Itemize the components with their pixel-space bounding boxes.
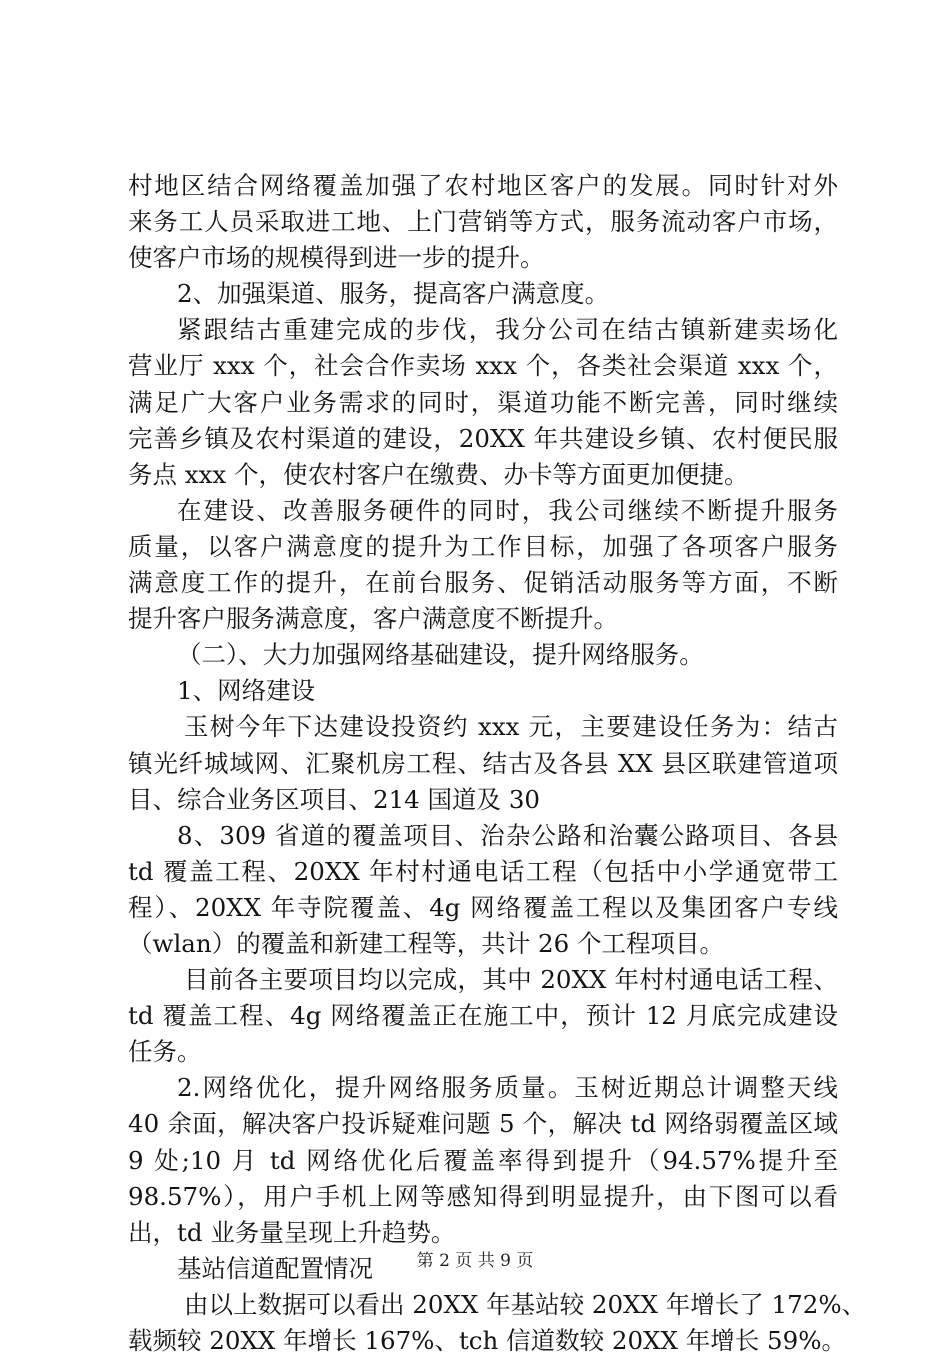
- text-line: 40 余面，解决客户投诉疑难问题 5 个，解决 td 网络弱覆盖区域: [128, 1109, 838, 1139]
- text-line: 满足广大客户业务需求的同时，渠道功能不断完善，同时继续: [128, 387, 838, 417]
- text-line: 使客户市场的规模得到进一步的提升。: [128, 243, 545, 273]
- text-line: （二）、大力加强网络基础建设，提升网络服务。: [177, 640, 704, 670]
- text-line: 提升客户服务满意度，客户满意度不断提升。: [128, 604, 618, 634]
- document-body: [128, 168, 867, 1359]
- text-line: 2.网络优化，提升网络服务质量。玉树近期总计调整天线: [177, 1073, 838, 1103]
- text-line: 1、网络建设: [177, 676, 316, 706]
- text-line: 务点 xxx 个，使农村客户在缴费、办卡等方面更加便捷。: [128, 459, 749, 489]
- text-line: 来务工人员采取进工地、上门营销等方式，服务流动客户市场，: [128, 207, 838, 237]
- text-line: 完善乡镇及农村渠道的建设，20XX 年共建设乡镇、农村便民服: [128, 423, 838, 453]
- text-line: 载频较 20XX 年增长 167%、tch 信道数较 20XX 年增长 59%。: [128, 1326, 846, 1355]
- text-line: 程）、20XX 年寺院覆盖、4g 网络覆盖工程以及集团客户专线: [128, 892, 838, 922]
- text-line: 营业厅 xxx 个，社会合作卖场 xxx 个，各类社会渠道 xxx 个，: [128, 351, 838, 381]
- text-line: 目、综合业务区项目、214 国道及 30: [128, 784, 541, 814]
- text-line: 8、309 省道的覆盖项目、治杂公路和治囊公路项目、各县: [177, 820, 838, 850]
- text-line: 基站信道配置情况: [177, 1253, 373, 1283]
- text-line: 由以上数据可以看出 20XX 年基站较 20XX 年增长了 172%、: [184, 1289, 867, 1319]
- page-footer: 第 2 页 共 9 页: [416, 1251, 534, 1271]
- text-line: （wlan）的覆盖和新建工程等，共计 26 个工程项目。: [128, 928, 724, 958]
- text-line: 2、加强渠道、服务，提高客户满意度。: [177, 279, 610, 309]
- text-line: 任务。: [128, 1037, 202, 1067]
- text-line: td 覆盖工程、20XX 年村村通电话工程（包括中小学通宽带工: [128, 856, 838, 886]
- text-line: td 覆盖工程、4g 网络覆盖正在施工中，预计 12 月底完成建设: [128, 1001, 838, 1031]
- text-line: 98.57%），用户手机上网等感知得到明显提升，由下图可以看: [128, 1181, 838, 1211]
- text-line: 质量，以客户满意度的提升为工作目标，加强了各项客户服务: [128, 531, 838, 561]
- text-line: 在建设、改善服务硬件的同时，我公司继续不断提升服务: [177, 495, 838, 525]
- text-line: 紧跟结古重建完成的步伐，我分公司在结古镇新建卖场化: [177, 315, 838, 345]
- text-line: 目前各主要项目均以完成，其中 20XX 年村村通电话工程、: [184, 965, 838, 995]
- text-line: 9 处;10 月 td 网络优化后覆盖率得到提升（94.57%提升至: [128, 1145, 838, 1175]
- text-line: 玉树今年下达建设投资约 xxx 元，主要建设任务为：结古: [184, 712, 838, 742]
- text-line: 满意度工作的提升，在前台服务、促销活动服务等方面，不断: [128, 568, 838, 598]
- text-line: 镇光纤城域网、汇聚机房工程、结古及各县 XX 县区联建管道项: [128, 748, 838, 778]
- text-line: 出，td 业务量呈现上升趋势。: [128, 1217, 456, 1247]
- text-line: 村地区结合网络覆盖加强了农村地区客户的发展。同时针对外: [128, 171, 838, 200]
